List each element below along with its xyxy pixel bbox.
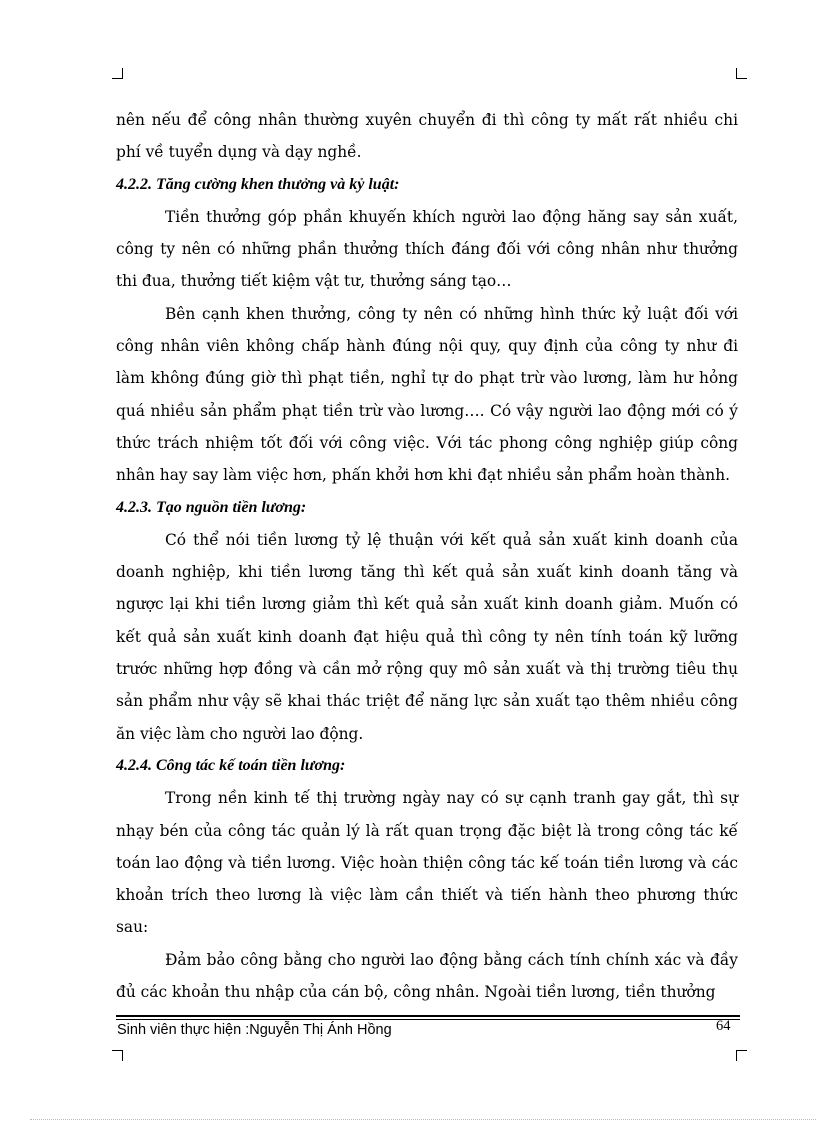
page-number: 64 bbox=[716, 1018, 731, 1034]
paragraph: Có thể nói tiền lương tỷ lệ thuận với kết quả sản xuất kinh doanh của doanh nghiệp, khi tiền lương tăng thì kết quả sản xuất kinh doanh tăng và ngược lại khi tiền lương giảm thì kết quả sản xuất kinh doanh giảm. Muốn có kết quả sản xuất kinh doanh đạt hiệu quả thì công ty nên tính toán kỹ lưỡng trước những hợp đồng và cần mở rộng quy mô sản xuất và thị trường tiêu thụ sản phẩm như vậy sẽ khai thác triệt để năng lực sản xuất tạo thêm nhiều công ăn việc làm cho người lao động. bbox=[116, 530, 738, 743]
paragraph: Tiền thưởng góp phần khuyến khích người lao động hăng say sản xuất, công ty nên có những phần thưởng thích đáng đối với công nhân như thưởng thi đua, thưởng tiết kiệm vật tư, thưởng sáng tạo… bbox=[116, 207, 738, 291]
section-heading-4-2-3: 4.2.3. Tạo nguồn tiền lương: bbox=[116, 498, 307, 516]
section-heading-4-2-4: 4.2.4. Công tác kế toán tiền lương: bbox=[116, 756, 346, 774]
crop-mark-bottom-right bbox=[736, 1050, 747, 1061]
crop-mark-bottom-left bbox=[112, 1050, 123, 1061]
crop-mark-top-left bbox=[112, 68, 123, 79]
footer-divider bbox=[116, 1015, 740, 1017]
crop-mark-top-right bbox=[736, 68, 747, 79]
paragraph: Đảm bảo công bằng cho người lao động bằng cách tính chính xác và đầy đủ các khoản thu nhập của cán bộ, công nhân. Ngoài tiền lương, tiền thưởng bbox=[116, 950, 738, 1002]
paragraph: Bên cạnh khen thưởng, công ty nên có những hình thức kỷ luật đối với công nhân viên không chấp hành đúng nội quy, quy định của công ty như đi làm không đúng giờ thì phạt tiền, nghỉ tự do phạt trừ vào lương, làm hư hỏng quá nhiều sản phẩm phạt tiền trừ vào lương…. Có vậy người lao động mới có ý thức trách nhiệm tốt đối với công việc. Với tác phong công nghiệp giúp công nhân hay say làm việc hơn, phấn khởi hơn khi đạt nhiều sản phẩm hoàn thành. bbox=[116, 304, 738, 485]
footer-author: Sinh viên thực hiện :Nguyễn Thị Ánh Hồng bbox=[117, 1022, 392, 1038]
page-bottom-dotted-line bbox=[30, 1119, 816, 1120]
section-heading-4-2-2: 4.2.2. Tăng cường khen thưởng và kỷ luật: bbox=[116, 175, 400, 193]
paragraph: Trong nền kinh tế thị trường ngày nay có sự cạnh tranh gay gắt, thì sự nhạy bén của công tác quản lý là rất quan trọng đặc biệt là trong công tác kế toán lao động và tiền lương. Việc hoàn thiện công tác kế toán tiền lương và các khoản trích theo lương là việc làm cần thiết và tiến hành theo phương thức sau: bbox=[116, 789, 738, 937]
document-body bbox=[116, 104, 738, 1008]
paragraph: nên nếu để công nhân thường xuyên chuyển đi thì công ty mất rất nhiều chi phí về tuyển dụng và dạy nghề. bbox=[116, 111, 738, 162]
